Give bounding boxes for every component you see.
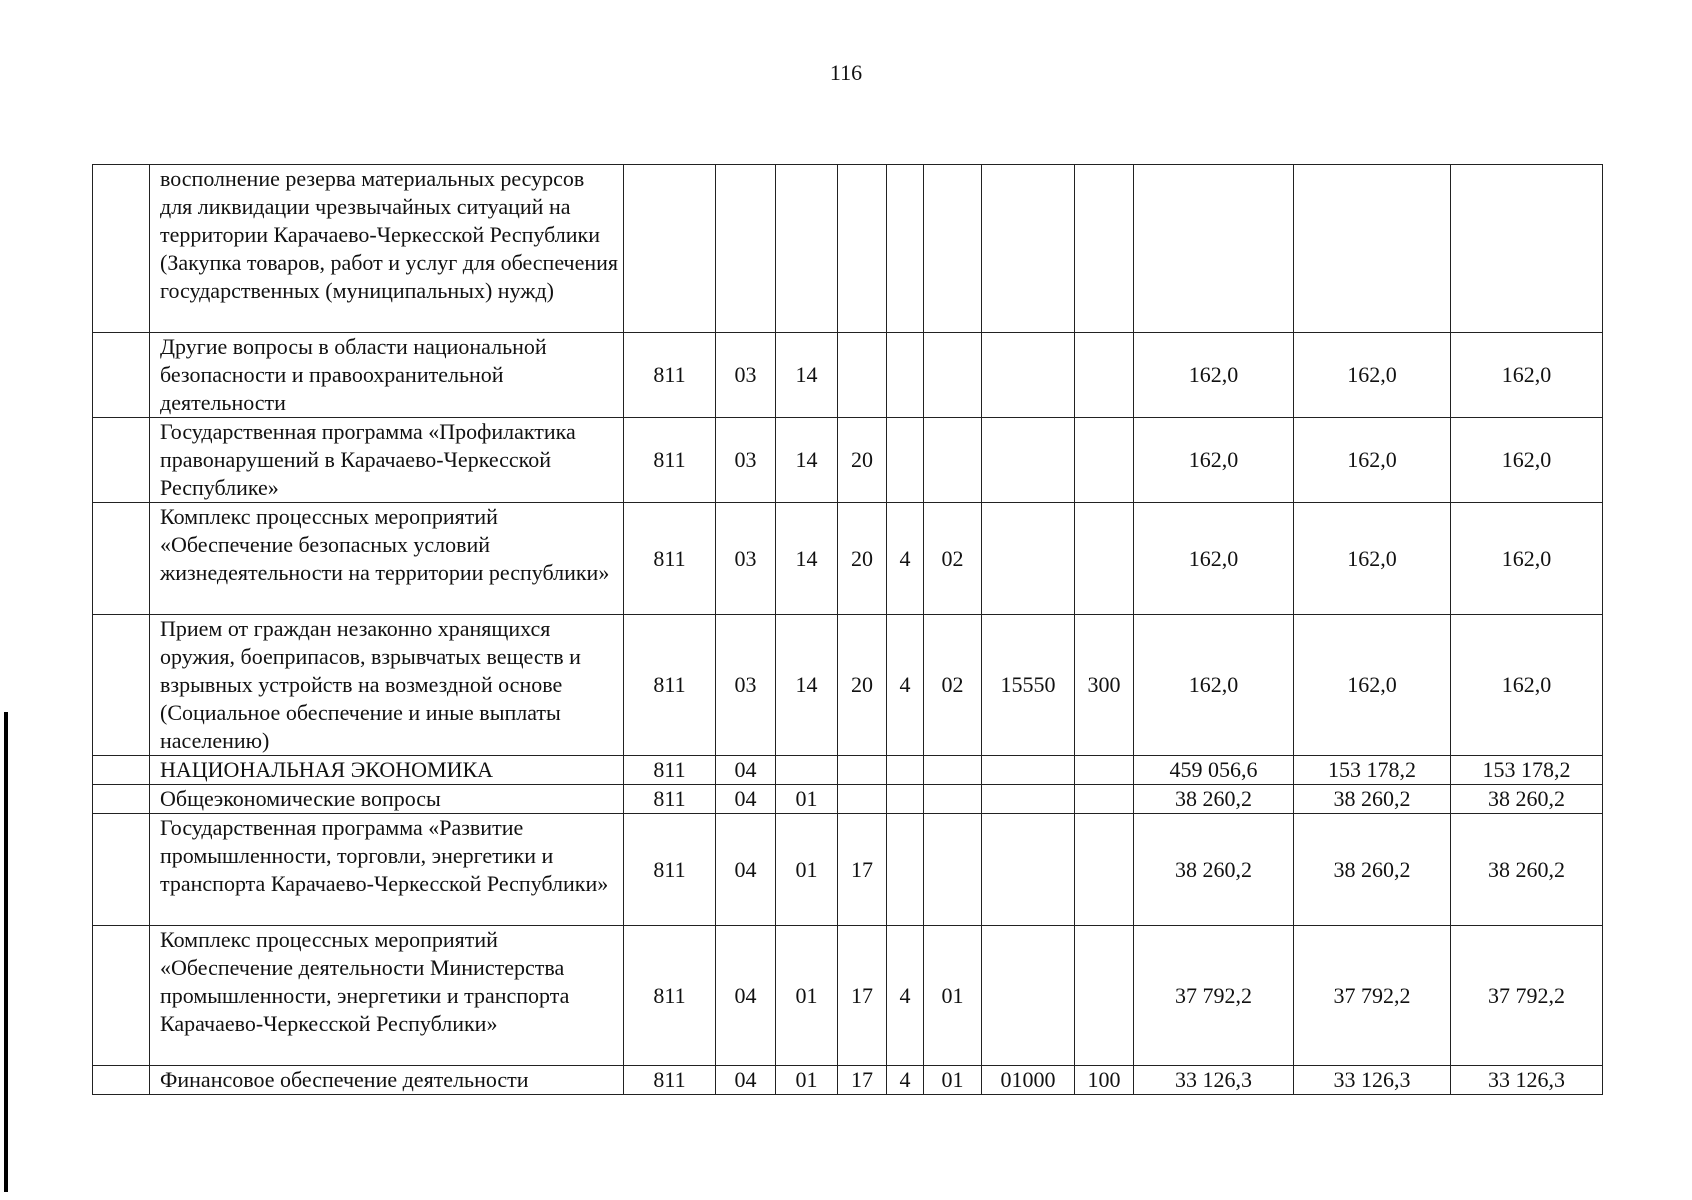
subprogram-code-cell (924, 756, 982, 785)
table-row (93, 814, 1603, 926)
subsection-code-cell: 14 (776, 503, 838, 615)
page-number: 116 (829, 60, 863, 85)
table-row (93, 615, 1603, 756)
direction-code-cell: 01000 (982, 1066, 1075, 1095)
program-code-cell (838, 785, 887, 814)
amount-1-cell: 38 260,2 (1134, 785, 1294, 814)
amount-2-cell: 153 178,2 (1294, 756, 1451, 785)
type-code-cell (887, 756, 924, 785)
expense-type-cell: 100 (1075, 1066, 1134, 1095)
section-code-cell: 04 (716, 756, 776, 785)
amount-1-cell: 459 056,6 (1134, 756, 1294, 785)
row-name-cell: Другие вопросы в области национальной безопасности и правоохранительной деятельности (150, 333, 624, 418)
expense-type-cell (1075, 756, 1134, 785)
program-code-cell: 17 (838, 814, 887, 926)
subsection-code-cell: 01 (776, 814, 838, 926)
amount-2-cell: 162,0 (1294, 333, 1451, 418)
subsection-code-cell: 14 (776, 333, 838, 418)
amount-2-cell: 38 260,2 (1294, 814, 1451, 926)
section-code-cell: 04 (716, 1066, 776, 1095)
subprogram-code-cell: 02 (924, 615, 982, 756)
budget-table (92, 164, 1603, 1095)
subprogram-code-cell (924, 785, 982, 814)
row-number-cell (93, 333, 150, 418)
subsection-code-cell: 01 (776, 785, 838, 814)
row-number-cell (93, 503, 150, 615)
subprogram-code-cell (924, 333, 982, 418)
row-name-cell: Финансовое обеспечение деятельности (150, 1066, 624, 1095)
direction-code-cell (982, 756, 1075, 785)
program-code-cell: 17 (838, 1066, 887, 1095)
row-number-cell (93, 165, 150, 333)
amount-1-cell (1134, 165, 1294, 333)
direction-code-cell (982, 503, 1075, 615)
row-name-cell: восполнение резерва материальных ресурсов для ликвидации чрезвычайных ситуаций на территории Карачаево-Черкесской Республики (Закупка товаров, работ и услуг для обеспечения государственных (муниципальных) нужд) (150, 165, 624, 333)
row-name-cell: Государственная программа «Профилактика правонарушений в Карачаево-Черкесской Республике» (150, 418, 624, 503)
amount-2-cell: 37 792,2 (1294, 926, 1451, 1066)
type-code-cell (887, 333, 924, 418)
row-number-cell (93, 615, 150, 756)
row-number-cell (93, 1066, 150, 1095)
subprogram-code-cell: 02 (924, 503, 982, 615)
ministry-code-cell: 811 (624, 333, 716, 418)
amount-2-cell: 162,0 (1294, 615, 1451, 756)
amount-1-cell: 38 260,2 (1134, 814, 1294, 926)
expense-type-cell (1075, 418, 1134, 503)
expense-type-cell (1075, 814, 1134, 926)
amount-1-cell: 33 126,3 (1134, 1066, 1294, 1095)
subsection-code-cell (776, 165, 838, 333)
table-row (93, 926, 1603, 1066)
scan-edge-mark (4, 712, 8, 1192)
amount-2-cell (1294, 165, 1451, 333)
row-name-cell: Прием от граждан незаконно хранящихся оружия, боеприпасов, взрывчатых веществ и взрывных устройств на возмездной основе (Социальное обеспечение и иные выплаты населению) (150, 615, 624, 756)
direction-code-cell (982, 333, 1075, 418)
direction-code-cell (982, 814, 1075, 926)
amount-3-cell: 162,0 (1451, 418, 1603, 503)
ministry-code-cell (624, 165, 716, 333)
row-name-cell: Комплекс процессных мероприятий «Обеспечение безопасных условий жизнедеятельности на территории республики» (150, 503, 624, 615)
subprogram-code-cell (924, 165, 982, 333)
type-code-cell (887, 418, 924, 503)
budget-table-body (93, 165, 1603, 1095)
amount-3-cell: 37 792,2 (1451, 926, 1603, 1066)
section-code-cell (716, 165, 776, 333)
amount-2-cell: 162,0 (1294, 503, 1451, 615)
expense-type-cell (1075, 785, 1134, 814)
section-code-cell: 03 (716, 333, 776, 418)
section-code-cell: 04 (716, 926, 776, 1066)
subsection-code-cell (776, 756, 838, 785)
amount-2-cell: 162,0 (1294, 418, 1451, 503)
ministry-code-cell: 811 (624, 926, 716, 1066)
row-number-cell (93, 926, 150, 1066)
amount-3-cell: 153 178,2 (1451, 756, 1603, 785)
section-code-cell: 03 (716, 418, 776, 503)
amount-1-cell: 162,0 (1134, 418, 1294, 503)
table-row (93, 503, 1603, 615)
program-code-cell (838, 333, 887, 418)
amount-1-cell: 162,0 (1134, 615, 1294, 756)
type-code-cell: 4 (887, 1066, 924, 1095)
section-code-cell: 03 (716, 503, 776, 615)
expense-type-cell (1075, 503, 1134, 615)
subprogram-code-cell: 01 (924, 1066, 982, 1095)
table-row (93, 165, 1603, 333)
direction-code-cell (982, 418, 1075, 503)
subsection-code-cell: 14 (776, 418, 838, 503)
amount-3-cell: 38 260,2 (1451, 785, 1603, 814)
program-code-cell: 20 (838, 503, 887, 615)
amount-1-cell: 162,0 (1134, 333, 1294, 418)
program-code-cell: 20 (838, 615, 887, 756)
program-code-cell: 17 (838, 926, 887, 1066)
type-code-cell: 4 (887, 615, 924, 756)
amount-3-cell: 33 126,3 (1451, 1066, 1603, 1095)
direction-code-cell: 15550 (982, 615, 1075, 756)
program-code-cell (838, 165, 887, 333)
amount-3-cell: 162,0 (1451, 333, 1603, 418)
type-code-cell (887, 814, 924, 926)
ministry-code-cell: 811 (624, 756, 716, 785)
amount-3-cell: 162,0 (1451, 503, 1603, 615)
ministry-code-cell: 811 (624, 418, 716, 503)
amount-2-cell: 38 260,2 (1294, 785, 1451, 814)
type-code-cell (887, 785, 924, 814)
row-name-cell: НАЦИОНАЛЬНАЯ ЭКОНОМИКА (150, 756, 624, 785)
subprogram-code-cell (924, 814, 982, 926)
type-code-cell (887, 165, 924, 333)
ministry-code-cell: 811 (624, 615, 716, 756)
expense-type-cell: 300 (1075, 615, 1134, 756)
program-code-cell: 20 (838, 418, 887, 503)
row-number-cell (93, 785, 150, 814)
section-code-cell: 04 (716, 785, 776, 814)
row-number-cell (93, 756, 150, 785)
type-code-cell: 4 (887, 503, 924, 615)
section-code-cell: 03 (716, 615, 776, 756)
subprogram-code-cell (924, 418, 982, 503)
type-code-cell: 4 (887, 926, 924, 1066)
expense-type-cell (1075, 165, 1134, 333)
direction-code-cell (982, 785, 1075, 814)
amount-3-cell: 38 260,2 (1451, 814, 1603, 926)
expense-type-cell (1075, 926, 1134, 1066)
subsection-code-cell: 01 (776, 926, 838, 1066)
table-row (93, 333, 1603, 418)
ministry-code-cell: 811 (624, 1066, 716, 1095)
section-code-cell: 04 (716, 814, 776, 926)
table-row (93, 756, 1603, 785)
expense-type-cell (1075, 333, 1134, 418)
subsection-code-cell: 01 (776, 1066, 838, 1095)
table-row (93, 785, 1603, 814)
ministry-code-cell: 811 (624, 814, 716, 926)
amount-3-cell (1451, 165, 1603, 333)
ministry-code-cell: 811 (624, 785, 716, 814)
direction-code-cell (982, 165, 1075, 333)
amount-1-cell: 162,0 (1134, 503, 1294, 615)
amount-1-cell: 37 792,2 (1134, 926, 1294, 1066)
table-row (93, 418, 1603, 503)
amount-2-cell: 33 126,3 (1294, 1066, 1451, 1095)
subprogram-code-cell: 01 (924, 926, 982, 1066)
row-name-cell: Государственная программа «Развитие промышленности, торговли, энергетики и транспорта Карачаево-Черкесской Республики» (150, 814, 624, 926)
amount-3-cell: 162,0 (1451, 615, 1603, 756)
table-row (93, 1066, 1603, 1095)
row-number-cell (93, 814, 150, 926)
program-code-cell (838, 756, 887, 785)
subsection-code-cell: 14 (776, 615, 838, 756)
row-number-cell (93, 418, 150, 503)
row-name-cell: Комплекс процессных мероприятий «Обеспечение деятельности Министерства промышленности, энергетики и транспорта Карачаево-Черкесской Республики» (150, 926, 624, 1066)
row-name-cell: Общеэкономические вопросы (150, 785, 624, 814)
ministry-code-cell: 811 (624, 503, 716, 615)
direction-code-cell (982, 926, 1075, 1066)
